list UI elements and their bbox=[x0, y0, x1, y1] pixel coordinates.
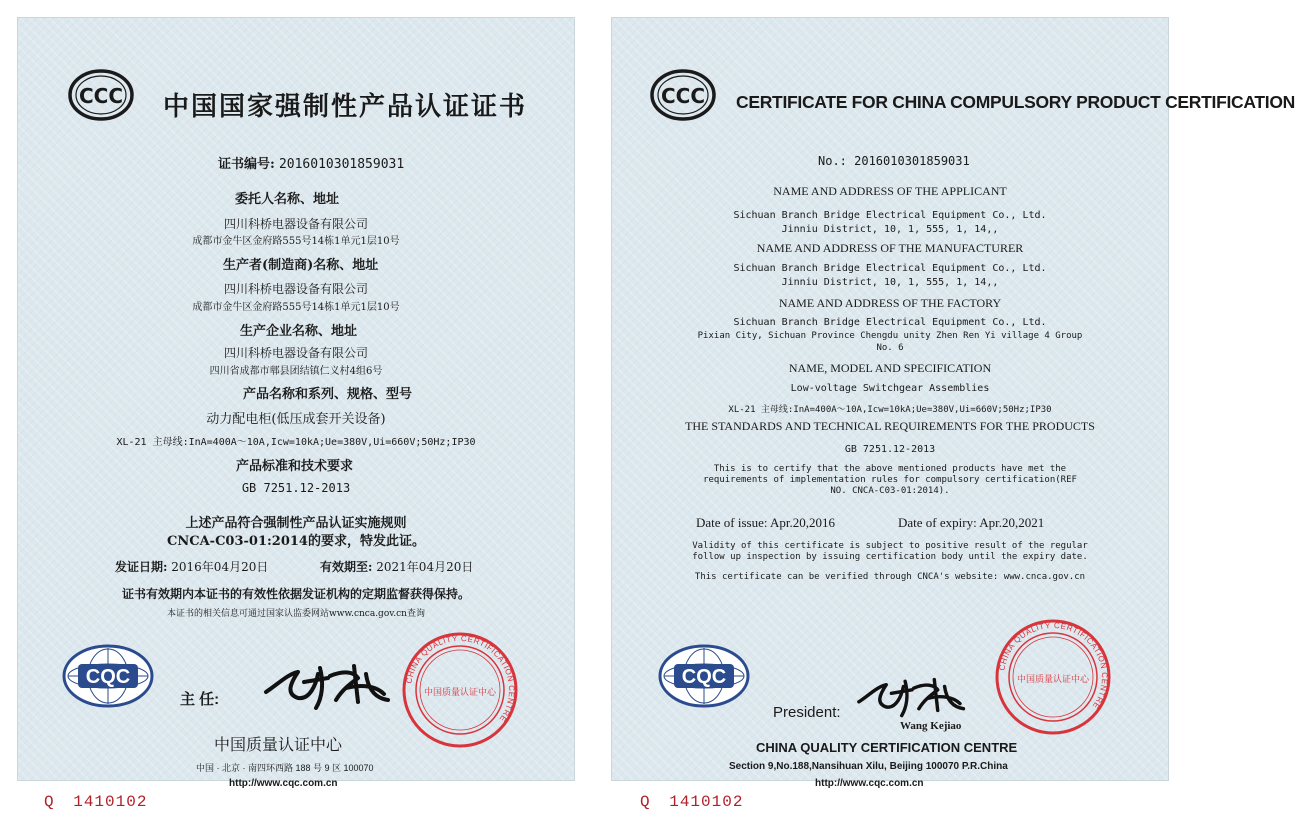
manufacturer-address: 成都市金牛区金府路555号14栋1单元1层10号 bbox=[192, 302, 400, 313]
manufacturer-name: Sichuan Branch Bridge Electrical Equipment Co., Ltd. bbox=[733, 263, 1047, 274]
expiry-date-row bbox=[320, 558, 473, 575]
ccc-logo bbox=[650, 68, 716, 122]
validity-note: 证书有效期内本证书的有效性依据发证机构的定期监督获得保持。 bbox=[121, 587, 470, 601]
cert-number-row bbox=[218, 153, 404, 172]
centre-address: Section 9,No.188,Nansihuan Xilu, Beijing 100070 P.R.China bbox=[729, 761, 1008, 772]
president-signature bbox=[852, 666, 972, 724]
issue-date-row bbox=[696, 515, 835, 531]
factory-address: 四川省成都市郫县团结镇仁义村4组6号 bbox=[209, 366, 383, 377]
serial-value: 1410102 bbox=[73, 793, 148, 811]
applicant-name: 四川科桥电器设备有限公司 bbox=[223, 217, 368, 231]
applicant-address: 成都市金牛区金府路555号14栋1单元1层10号 bbox=[192, 236, 400, 247]
expiry-date-label: Date of expiry: bbox=[898, 515, 977, 530]
applicant-name: Sichuan Branch Bridge Electrical Equipment Co., Ltd. bbox=[733, 210, 1047, 221]
factory-heading: NAME AND ADDRESS OF THE FACTORY bbox=[778, 296, 1002, 310]
president-name: Wang Kejiao bbox=[900, 720, 962, 732]
rule-line-1: 上述产品符合强制性产品认证实施规则 bbox=[185, 516, 407, 531]
standard-heading: 产品标准和技术要求 bbox=[236, 459, 354, 474]
seal-outer-text: CHINA QUALITY CERTIFICATION CENTRE bbox=[404, 633, 517, 724]
issue-date-label: Date of issue: bbox=[696, 515, 768, 530]
product-name: 动力配电柜(低压成套开关设备) bbox=[206, 412, 386, 427]
standard: GB 7251.12-2013 bbox=[844, 444, 936, 455]
validity-line-2: follow up inspection by issuing certification body until the expiry date. bbox=[692, 552, 1088, 562]
certify-line-2: requirements of implementation rules for compulsory certification(REF bbox=[703, 475, 1077, 485]
cqc-logo bbox=[656, 643, 752, 709]
ccc-logo bbox=[68, 68, 134, 122]
factory-heading: 生产企业名称、地址 bbox=[240, 324, 358, 339]
factory-name: Sichuan Branch Bridge Electrical Equipment Co., Ltd. bbox=[733, 317, 1047, 328]
product-heading: 产品名称和系列、规格、型号 bbox=[243, 387, 413, 402]
product-spec: XL-21 主母线:InA=400A～10A,Icw=10kA;Ue=380V,Ui=660V;50Hz;IP30 bbox=[116, 437, 476, 448]
verify-line: This certificate can be verified through CNCA's website: www.cnca.gov.cn bbox=[694, 572, 1086, 582]
certify-line-1: This is to certify that the above mentioned products have met the bbox=[713, 464, 1067, 474]
website: http://www.cqc.com.cn bbox=[815, 778, 924, 789]
certify-line-3: NO. CNCA-C03-01:2014). bbox=[830, 486, 950, 496]
product-heading: NAME, MODEL AND SPECIFICATION bbox=[788, 361, 992, 375]
seal-inner-text: 中国质量认证中心 bbox=[423, 688, 497, 698]
expiry-date-label: 有效期至: bbox=[320, 560, 373, 574]
website: http://www.cqc.com.cn bbox=[229, 778, 338, 789]
certificate-title: CERTIFICATE FOR CHINA COMPULSORY PRODUCT CERTIFICATION bbox=[736, 92, 1295, 112]
manufacturer-heading: 生产者(制造商)名称、地址 bbox=[223, 258, 379, 273]
cqc-logo-text: CQC bbox=[681, 666, 727, 688]
centre-address: 中国 · 北京 · 南四环西路 188 号 9 区 100070 bbox=[196, 763, 374, 773]
validity-line-1: Validity of this certificate is subject to positive result of the regular bbox=[692, 541, 1088, 551]
standard: GB 7251.12-2013 bbox=[241, 481, 351, 495]
issue-date-label: 发证日期: bbox=[115, 560, 168, 574]
cqc-logo-text: CQC bbox=[85, 666, 131, 688]
president-label: 主 任: bbox=[180, 691, 220, 708]
expiry-date: Apr.20,2021 bbox=[979, 515, 1045, 530]
issue-date-row bbox=[115, 558, 268, 575]
centre-name: CHINA QUALITY CERTIFICATION CENTRE bbox=[756, 740, 1018, 755]
applicant-address: Jinniu District, 10, 1, 555, 1, 14,, bbox=[781, 224, 999, 235]
official-seal bbox=[994, 618, 1112, 736]
serial-prefix: Q bbox=[44, 793, 55, 811]
certificate-chinese bbox=[18, 18, 574, 789]
cqc-logo bbox=[60, 643, 156, 709]
manufacturer-heading: NAME AND ADDRESS OF THE MANUFACTURER bbox=[756, 241, 1024, 255]
issue-date: Apr.20,2016 bbox=[770, 515, 836, 530]
factory-address-line-1: Pixian City, Sichuan Province Chengdu unity Zhen Ren Yi village 4 Group bbox=[697, 331, 1083, 341]
certificate-title: 中国国家强制性产品认证证书 bbox=[163, 92, 528, 122]
applicant-heading: NAME AND ADDRESS OF THE APPLICANT bbox=[773, 184, 1007, 198]
product-name: Low-voltage Switchgear Assemblies bbox=[790, 383, 990, 394]
applicant-heading: 委托人名称、地址 bbox=[235, 192, 340, 207]
serial-value: 1410102 bbox=[669, 793, 744, 811]
seal-inner-text: 中国质量认证中心 bbox=[1016, 675, 1090, 685]
factory-address-line-2: No. 6 bbox=[876, 343, 904, 353]
centre-name: 中国质量认证中心 bbox=[214, 735, 343, 754]
verify-note: 本证书的相关信息可通过国家认监委网站www.cnca.gov.cn查询 bbox=[167, 609, 425, 619]
cert-number-label: 证书编号: bbox=[218, 157, 275, 172]
expiry-date-row bbox=[898, 515, 1044, 531]
ccc-logo-text: CCC bbox=[660, 84, 706, 108]
official-seal bbox=[401, 631, 519, 749]
product-spec: XL-21 主母线:InA=400A～10A,Icw=10kA;Ue=380V,Ui=660V;50Hz;IP30 bbox=[728, 405, 1052, 415]
certificate-english bbox=[612, 18, 1295, 789]
standard-heading: THE STANDARDS AND TECHNICAL REQUIREMENTS FOR THE PRODUCTS bbox=[685, 419, 1095, 433]
factory-name: 四川科桥电器设备有限公司 bbox=[223, 346, 368, 360]
president-label: President: bbox=[773, 704, 841, 721]
serial-number-en bbox=[640, 793, 743, 811]
serial-number-cn bbox=[44, 793, 147, 811]
manufacturer-name: 四川科桥电器设备有限公司 bbox=[223, 282, 368, 296]
expiry-date: 2021年04月20日 bbox=[376, 560, 474, 574]
cert-number: No.: 2016010301859031 bbox=[818, 154, 970, 168]
rule-line-2: CNCA-C03-01:2014的要求，特发此证。 bbox=[167, 534, 425, 549]
seal-outer-text: CHINA QUALITY CERTIFICATION CENTRE bbox=[997, 620, 1110, 711]
president-signature bbox=[258, 654, 398, 714]
manufacturer-address: Jinniu District, 10, 1, 555, 1, 14,, bbox=[781, 277, 999, 288]
serial-prefix: Q bbox=[640, 793, 651, 811]
ccc-logo-text: CCC bbox=[78, 84, 124, 108]
cert-number: 2016010301859031 bbox=[278, 157, 405, 172]
issue-date: 2016年04月20日 bbox=[171, 560, 269, 574]
